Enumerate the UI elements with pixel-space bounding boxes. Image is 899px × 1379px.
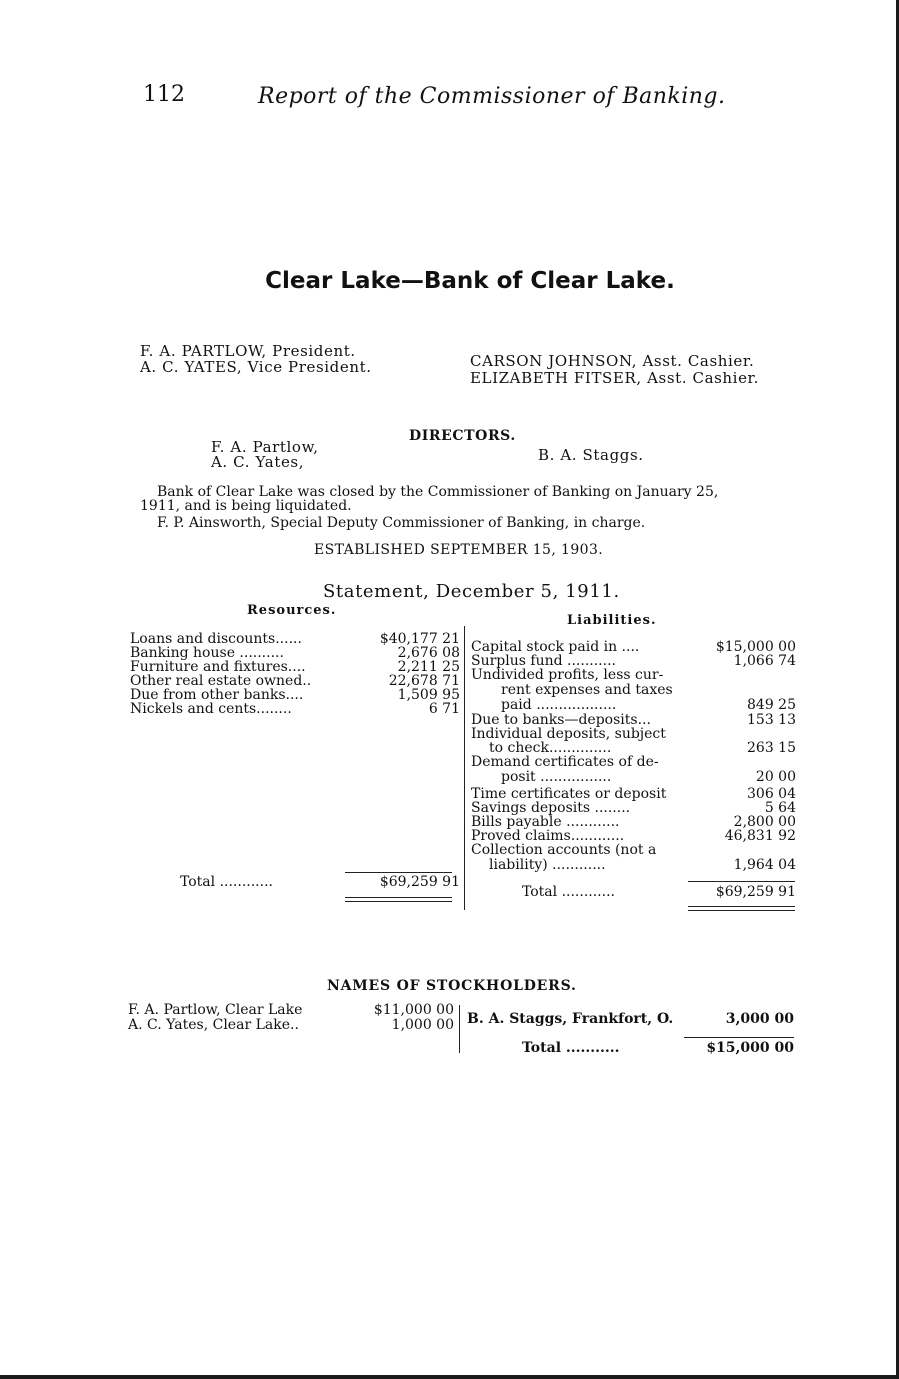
stockholder-amount: 3,000 00 bbox=[725, 1011, 794, 1027]
stockholder-row bbox=[128, 1018, 454, 1032]
resource-row bbox=[130, 688, 460, 702]
liability-row bbox=[471, 787, 796, 801]
stockholder-name: A. C. Yates, Clear Lake.. bbox=[128, 1017, 299, 1033]
statement-title: Statement, December 5, 1911. bbox=[323, 581, 620, 602]
stockholder-row bbox=[128, 1003, 454, 1017]
liabilities-total-row bbox=[522, 885, 796, 899]
liability-label: liability) ............ bbox=[489, 857, 606, 873]
resource-row bbox=[130, 660, 460, 674]
stockholders-total-label: Total ........... bbox=[522, 1040, 620, 1056]
liabilities-total-label: Total ............ bbox=[522, 884, 615, 900]
liability-amount: 849 25 bbox=[747, 697, 796, 713]
officer-president: F. A. PARTLOW, President. bbox=[140, 342, 356, 360]
liability-label: Collection accounts (not a bbox=[471, 842, 657, 858]
notice-line-2: 1911, and is being liquidated. bbox=[140, 498, 352, 514]
liability-label: rent expenses and taxes bbox=[501, 682, 673, 698]
stockholders-column-divider bbox=[459, 1005, 460, 1053]
liability-amount: 1,066 74 bbox=[733, 653, 796, 669]
liability-amount: 1,964 04 bbox=[733, 857, 796, 873]
liability-amount: $15,000 00 bbox=[715, 639, 796, 655]
liability-amount: 263 15 bbox=[747, 740, 796, 756]
resource-amount: 2,676 08 bbox=[397, 645, 460, 661]
liability-amount: 2,800 00 bbox=[733, 814, 796, 830]
director-2: A. C. Yates, bbox=[211, 453, 305, 471]
liability-label: to check.............. bbox=[489, 740, 612, 756]
bank-title: Clear Lake—Bank of Clear Lake. bbox=[265, 268, 675, 294]
resource-amount: 2,211 25 bbox=[397, 659, 460, 675]
liability-amount: 46,831 92 bbox=[724, 828, 796, 844]
resource-row bbox=[130, 632, 460, 646]
director-3: B. A. Staggs. bbox=[538, 446, 644, 464]
liability-row bbox=[471, 755, 796, 769]
officer-asst-cashier-2: ELIZABETH FITSER, Asst. Cashier. bbox=[470, 369, 760, 387]
directors-heading: DIRECTORS. bbox=[409, 428, 516, 444]
liability-label: posit ................ bbox=[501, 769, 612, 785]
stockholders-heading: NAMES OF STOCKHOLDERS. bbox=[327, 978, 577, 994]
resource-amount: 22,678 71 bbox=[388, 673, 460, 689]
notice-line-3: F. P. Ainsworth, Special Deputy Commissioner of Banking, in charge. bbox=[157, 515, 646, 531]
liability-row bbox=[471, 801, 796, 815]
resources-total-label: Total ............ bbox=[180, 874, 273, 890]
running-title: Report of the Commissioner of Banking. bbox=[258, 84, 726, 109]
liability-amount: 20 00 bbox=[755, 769, 796, 785]
liability-label: Undivided profits, less cur- bbox=[471, 667, 664, 683]
liability-row bbox=[471, 858, 796, 872]
resources-double-rule-1 bbox=[345, 897, 452, 898]
stockholder-amount: 1,000 00 bbox=[391, 1017, 454, 1033]
liability-row bbox=[471, 770, 796, 784]
resource-amount: 1,509 95 bbox=[397, 687, 460, 703]
statement-column-divider bbox=[464, 626, 465, 910]
resources-double-rule-2 bbox=[345, 901, 452, 902]
liabilities-double-rule-2 bbox=[688, 910, 795, 911]
resource-row bbox=[130, 646, 460, 660]
stockholders-total-amount: $15,000 00 bbox=[706, 1040, 794, 1056]
resources-total-rule bbox=[345, 872, 452, 873]
liability-label: Proved claims............ bbox=[471, 828, 625, 844]
liability-label: Bills payable ............ bbox=[471, 814, 620, 830]
liability-label: Savings deposits ........ bbox=[471, 800, 631, 816]
notice-line-1: Bank of Clear Lake was closed by the Commissioner of Banking on January 25, bbox=[157, 484, 719, 500]
stockholders-total-row bbox=[522, 1041, 794, 1055]
liability-label: Surplus fund ........... bbox=[471, 653, 616, 669]
resource-label: Banking house .......... bbox=[130, 645, 284, 661]
liabilities-heading: Liabilities. bbox=[567, 613, 657, 628]
resource-amount: $40,177 21 bbox=[379, 631, 460, 647]
liability-label: Time certificates or deposit bbox=[471, 786, 667, 802]
resources-total-row bbox=[180, 875, 460, 889]
liability-label: paid .................. bbox=[501, 697, 617, 713]
liability-label: Individual deposits, subject bbox=[471, 726, 666, 742]
liability-amount: 153 13 bbox=[747, 712, 796, 728]
liability-amount: 5 64 bbox=[764, 800, 796, 816]
liability-label: Capital stock paid in .... bbox=[471, 639, 640, 655]
resource-label: Other real estate owned.. bbox=[130, 673, 312, 689]
resources-heading: Resources. bbox=[247, 603, 337, 618]
stockholder-name: F. A. Partlow, Clear Lake bbox=[128, 1002, 303, 1018]
resource-label: Loans and discounts...... bbox=[130, 631, 302, 647]
liability-row bbox=[471, 654, 796, 668]
liability-row bbox=[471, 843, 796, 857]
liability-row bbox=[471, 829, 796, 843]
established-date: ESTABLISHED SEPTEMBER 15, 1903. bbox=[314, 542, 604, 558]
resource-row bbox=[130, 674, 460, 688]
liabilities-total-rule bbox=[688, 881, 795, 882]
liabilities-total-amount: $69,259 91 bbox=[715, 884, 796, 900]
liability-row bbox=[471, 713, 796, 727]
page-edge-bottom bbox=[0, 1375, 899, 1379]
page-number: 112 bbox=[143, 82, 185, 107]
liability-row bbox=[471, 640, 796, 654]
liability-label: Demand certificates of de- bbox=[471, 754, 659, 770]
director-1: F. A. Partlow, bbox=[211, 438, 319, 456]
liability-row bbox=[471, 815, 796, 829]
liability-row bbox=[471, 698, 796, 712]
resource-amount: 6 71 bbox=[428, 701, 460, 717]
stockholder-name: B. A. Staggs, Frankfort, O. bbox=[467, 1011, 674, 1027]
liability-row bbox=[471, 727, 796, 741]
liability-label: Due to banks—deposits... bbox=[471, 712, 651, 728]
stockholders-total-rule bbox=[684, 1037, 794, 1038]
resource-label: Furniture and fixtures.... bbox=[130, 659, 306, 675]
officer-vice-president: A. C. YATES, Vice President. bbox=[140, 358, 372, 376]
resources-total-amount: $69,259 91 bbox=[379, 874, 460, 890]
stockholder-row bbox=[467, 1012, 794, 1026]
liability-row bbox=[471, 668, 796, 682]
liability-row bbox=[471, 683, 796, 697]
liability-row bbox=[471, 741, 796, 755]
resource-label: Due from other banks.... bbox=[130, 687, 304, 703]
stockholder-amount: $11,000 00 bbox=[373, 1002, 454, 1018]
liability-amount: 306 04 bbox=[747, 786, 796, 802]
liabilities-double-rule-1 bbox=[688, 906, 795, 907]
resource-label: Nickels and cents........ bbox=[130, 701, 292, 717]
officer-asst-cashier-1: CARSON JOHNSON, Asst. Cashier. bbox=[470, 352, 755, 370]
resource-row bbox=[130, 702, 460, 716]
